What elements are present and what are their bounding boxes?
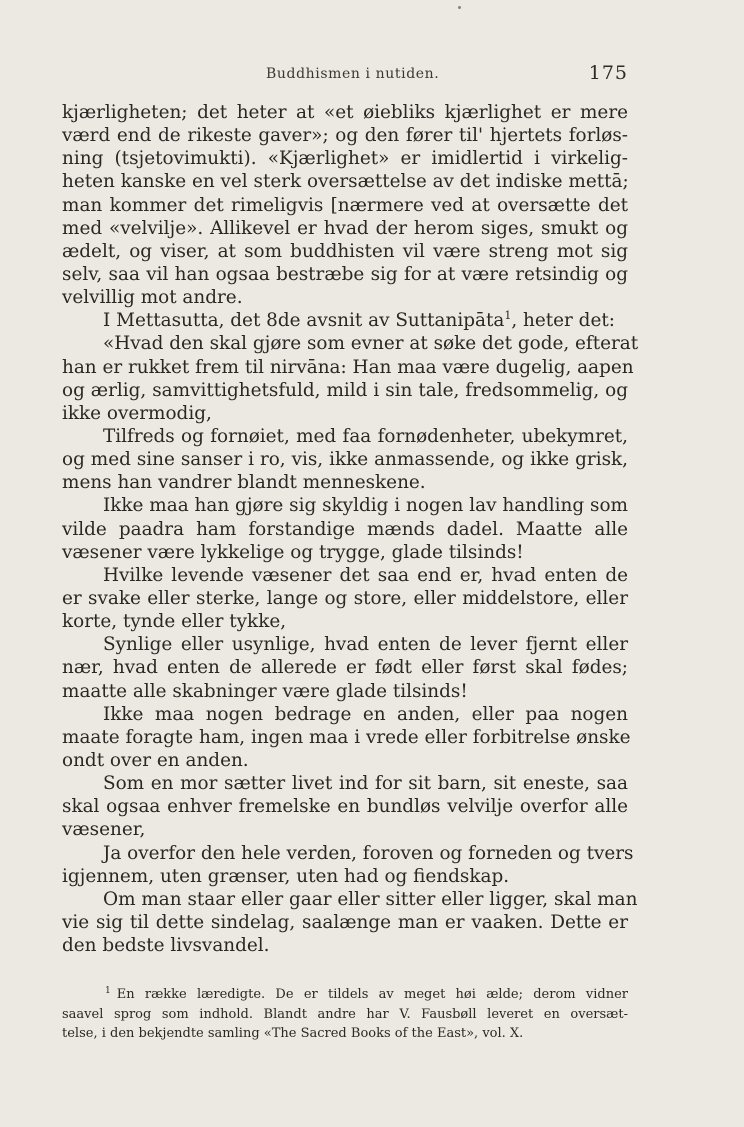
footnote-mark: 1 — [105, 985, 111, 996]
quote-line: og med sine sanser i ro, vis, ikke anmassende, og ikke grisk, — [62, 449, 628, 471]
main-text — [62, 101, 639, 957]
text-line: selv, saa vil han ogsaa bestræbe sig for at være retsindig og — [62, 263, 628, 285]
footnote-line — [62, 985, 628, 1005]
intro-line — [62, 309, 628, 332]
text-line: man kommer det rimeligvis [nærmere ved at oversætte det — [62, 194, 628, 216]
quote-line: væsener, — [62, 819, 146, 841]
quote-line: vie sig til dette sindelag, saalænge man er vaaken. Dette er — [62, 911, 628, 933]
quote-block — [62, 332, 639, 957]
quote-line: Ja overfor den hele verden, foroven og forneden og tvers — [103, 842, 634, 864]
text-line: kjærligheten; det heter at «et øiebliks kjærlighet er mere — [62, 102, 628, 123]
intro-text-end: , heter det: — [511, 310, 615, 332]
paper-speck — [458, 6, 461, 9]
text-line: heten kanske en vel sterk oversættelse av det indiske mettā; — [62, 171, 629, 193]
footnote-line: telse, i den bekjendte samling «The Sacred Books of the East», vol. X. — [62, 1026, 524, 1041]
quote-line: nær, hvad enten de allerede er født eller først skal fødes; — [62, 657, 628, 679]
quote-line: maate foragte ham, ingen maa i vrede eller forbitrelse ønske — [62, 726, 631, 748]
quote-line: Hvilke levende væsener det saa end er, hvad enten de — [103, 564, 628, 586]
quote-line: den bedste livsvandel. — [62, 935, 270, 957]
text-line: ning (tsjetovimukti). «Kjærlighet» er imidlertid i virkelig- — [62, 148, 628, 170]
quote-line: igjennem, uten grænser, uten had og fiendskap. — [62, 865, 510, 887]
text-line: ædelt, og viser, at som buddhisten vil være streng mot sig — [62, 240, 628, 262]
footnote-text: En række læredigte. De er tildels av meget høi ælde; derom vidner — [116, 987, 628, 1002]
quote-line: skal ogsaa enhver fremelske en bundløs velvilje overfor alle — [62, 796, 628, 818]
quote-line: maatte alle skabninger være glade tilsinds! — [62, 680, 468, 702]
quote-line: er svake eller sterke, lange og store, eller middelstore, eller — [62, 587, 628, 609]
text-line: med «velvilje». Allikevel er hvad der herom siges, smukt og — [62, 217, 628, 239]
quote-line: ondt over en anden. — [62, 749, 249, 771]
quote-line: Ikke maa han gjøre sig skyldig i nogen lav handling som — [103, 495, 628, 517]
text-line: velvillig mot andre. — [62, 287, 243, 309]
quote-line: korte, tynde eller tykke, — [62, 611, 287, 633]
quote-line: væsener være lykkelige og trygge, glade tilsinds! — [62, 541, 524, 563]
page-number: 175 — [588, 62, 628, 84]
page-header — [62, 62, 628, 88]
quote-line: vilde paadra ham forstandige mænds dadel. Maatte alle — [62, 518, 628, 540]
running-title: Buddhismen i nutiden. — [266, 66, 440, 82]
quote-line: Om man staar eller gaar eller sitter eller ligger, skal man — [103, 888, 638, 910]
quote-line: og ærlig, samvittighetsfuld, mild i sin tale, fredsommelig, og — [62, 379, 628, 401]
quote-line: Ikke maa nogen bedrage en anden, eller paa nogen — [103, 703, 628, 725]
quote-line: mens han vandrer blandt menneskene. — [62, 472, 426, 494]
quote-line: Som en mor sætter livet ind for sit barn, sit eneste, saa — [103, 773, 628, 795]
quote-line: ikke overmodig, — [62, 402, 212, 424]
quote-line: han er rukket frem til nirvāna: Han maa være dugelig, aapen — [62, 356, 634, 378]
quote-line: «Hvad den skal gjøre som evner at søke det gode, efterat — [103, 333, 639, 355]
quote-line: Synlige eller usynlige, hvad enten de lever fjernt eller — [103, 634, 628, 656]
intro-text: I Mettasutta, det 8de avsnit av Suttanipāta — [103, 310, 505, 332]
text-line: værd end de rikeste gaver»; og den fører til' hjertets forløs- — [62, 125, 628, 147]
footnote-line: saavel sprog som indhold. Blandt andre har V. Fausbøll leveret en oversæt- — [62, 1006, 628, 1022]
quote-line: Tilfreds og fornøiet, med faa fornødenheter, ubekymret, — [103, 425, 628, 447]
footnote-reference: 1 — [504, 309, 512, 323]
footnotes — [62, 985, 628, 1044]
